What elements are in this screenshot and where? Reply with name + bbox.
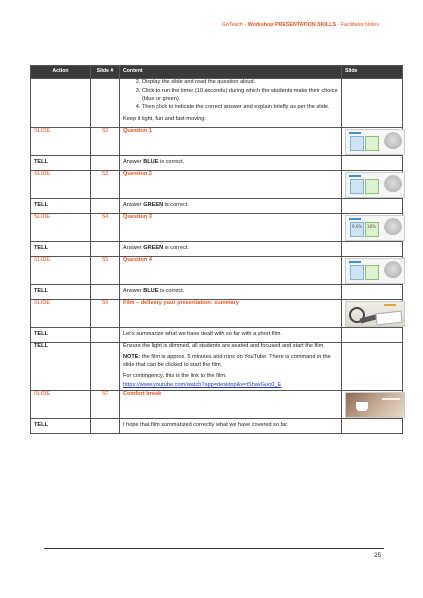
answer-color: BLUE (143, 159, 159, 166)
answer-prefix: Answer (123, 202, 144, 209)
header-suffix: - Facilitator Notes (336, 22, 379, 28)
speaker-figure-icon (384, 261, 402, 281)
slide-number: S6 (91, 300, 120, 328)
num-cell (91, 242, 120, 257)
action-label: SLIDE (31, 391, 91, 419)
slide-cell (342, 79, 403, 128)
action-label: TELL (31, 199, 91, 214)
slide-title: Question 3 (120, 214, 342, 242)
table-row (31, 300, 403, 328)
speaker-figure-icon (384, 132, 402, 152)
column-header-action: Action (31, 66, 91, 79)
speaker-figure-icon (384, 175, 402, 195)
slide-cell (342, 391, 403, 419)
action-label: TELL (31, 328, 91, 343)
action-label: SLIDE (31, 300, 91, 328)
content-cell (120, 79, 342, 128)
num-cell (91, 419, 120, 434)
num-cell (91, 328, 120, 343)
content-cell (120, 199, 342, 214)
slide-cell (342, 156, 403, 171)
slide-title: Comfort break (120, 391, 342, 419)
slide-cell (342, 242, 403, 257)
action-label: SLIDE (31, 257, 91, 285)
slide-thumbnail (345, 258, 405, 284)
slide-title: Film – delivery your presentation: summary (120, 300, 342, 328)
slide-cell (342, 285, 403, 300)
slide-number: S3 (91, 171, 120, 199)
content-cell (120, 242, 342, 257)
thumbnail-value-left: 9.6% (352, 224, 363, 230)
table-row (31, 257, 403, 285)
answer-suffix: is correct. (158, 288, 185, 295)
slide-cell (342, 300, 403, 328)
table-row-intro (31, 79, 403, 128)
slide-cell (342, 171, 403, 199)
answer-prefix: Answer (123, 245, 144, 252)
slide-cell (342, 199, 403, 214)
table-row (31, 171, 403, 199)
num-cell (91, 156, 120, 171)
table-row (31, 328, 403, 343)
answer-color: GREEN (143, 245, 164, 252)
film-instruction: Ensure the light is dimmed, all students are seated and focused and start the film. (123, 343, 325, 350)
num-cell (91, 343, 120, 391)
instruction-step: 4. Then click to indicate the correct answer and explain briefly as per the slide. (142, 104, 338, 112)
slide-thumbnail (345, 172, 405, 198)
column-header-content: Content (120, 66, 342, 79)
film-slide-thumbnail (345, 301, 405, 327)
slide-cell (342, 128, 403, 156)
content-cell (120, 285, 342, 300)
action-label: SLIDE (31, 171, 91, 199)
slide-title: Question 1 (120, 128, 342, 156)
film-note (123, 354, 338, 370)
header-brand: GoTeach - (221, 22, 248, 28)
action-label: SLIDE (31, 214, 91, 242)
num-cell (91, 79, 120, 128)
answer-suffix: is correct. (158, 159, 185, 166)
table-row (31, 156, 403, 171)
table-header-row (31, 66, 403, 79)
table-row (31, 128, 403, 156)
coffee-cup-icon (356, 402, 368, 411)
film-link[interactable]: https://www.youtube.com/watch?app=desktop&v=tShavGuo0_E (123, 382, 282, 389)
content-cell: I hope that film summarized correctly what we have covered so far. (120, 419, 342, 434)
table-row (31, 419, 403, 434)
slide-cell (342, 419, 403, 434)
closing-note: Keep it light, fun and fast-moving. (123, 116, 207, 123)
column-header-slide-number: Slide # (91, 66, 120, 79)
num-cell (91, 285, 120, 300)
note-label: NOTE: (123, 353, 141, 360)
slide-cell (342, 214, 403, 242)
slide-title: Question 4 (120, 257, 342, 285)
comfort-break-thumbnail (345, 392, 405, 418)
answer-suffix: is correct. (163, 245, 189, 252)
column-header-slide: Slide (342, 66, 403, 79)
instruction-step: 2. Display the slide and read the question aloud. (142, 79, 338, 87)
page-number: 25 (374, 552, 382, 559)
thumbnail-value-right: 18% (367, 224, 376, 230)
content-cell (120, 156, 342, 171)
table-row (31, 242, 403, 257)
table-row (31, 343, 403, 391)
instruction-step: 3. Click to run the timer (10 seconds) during which the students make their choice (blue or green). (142, 88, 338, 104)
action-label: TELL (31, 419, 91, 434)
slide-thumbnail (345, 129, 405, 155)
slide-number: S4 (91, 214, 120, 242)
note-text: the film is approx. 5 minutes and runs on YouTube. There is command in the slide that can be clicked to start the film. (123, 353, 331, 368)
table-row (31, 391, 403, 419)
slide-cell (342, 328, 403, 343)
answer-prefix: Answer (123, 288, 144, 295)
speaker-figure-icon (384, 218, 402, 238)
action-label: TELL (31, 242, 91, 257)
content-cell (120, 343, 342, 391)
instruction-list (123, 79, 338, 112)
table-row (31, 199, 403, 214)
answer-suffix: is correct. (163, 202, 189, 209)
num-cell (91, 199, 120, 214)
slide-number: S7 (91, 391, 120, 419)
slide-thumbnail (345, 215, 405, 241)
contingency-text: For contingency, this is the link to the film: (123, 372, 227, 379)
page-header (222, 22, 379, 28)
header-workshop: Workshop PRESENTATION SKILLS (247, 22, 337, 28)
slide-number: S5 (91, 257, 120, 285)
answer-color: BLUE (143, 288, 159, 295)
action-label: TELL (31, 285, 91, 300)
facilitator-notes-table (30, 65, 403, 434)
footer-divider (44, 548, 384, 549)
action-label: TELL (31, 156, 91, 171)
slide-title: Question 2 (120, 171, 342, 199)
action-label: SLIDE (31, 128, 91, 156)
action-cell (31, 79, 91, 128)
slide-cell (342, 257, 403, 285)
answer-color: GREEN (143, 202, 164, 209)
table-row (31, 214, 403, 242)
action-label: TELL (31, 343, 91, 391)
content-cell: Let's summarize what we have dealt with so far with a short film. (120, 328, 342, 343)
answer-prefix: Answer (123, 159, 144, 166)
slide-cell (342, 343, 403, 391)
slide-number: S2 (91, 128, 120, 156)
table-row (31, 285, 403, 300)
